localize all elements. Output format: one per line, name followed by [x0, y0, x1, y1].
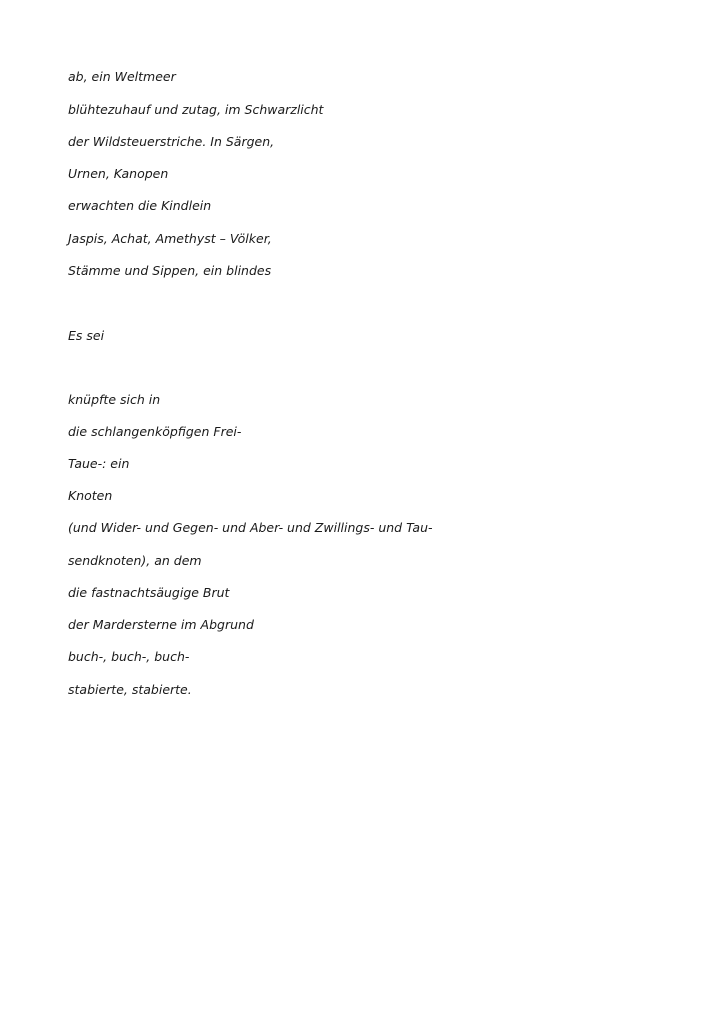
poem-line: Knoten	[68, 488, 113, 503]
poem-line: sendknoten), an dem	[68, 553, 202, 568]
poem-line: Es sei	[68, 328, 105, 343]
poem-line: ab, ein Weltmeer	[68, 69, 176, 84]
poem-line: erwachten die Kindlein	[68, 198, 212, 213]
poem-line: der Mardersterne im Abgrund	[68, 617, 254, 632]
poem-line: knüpfte sich in	[68, 392, 161, 407]
poem-line: Jaspis, Achat, Amethyst – Völker,	[68, 231, 272, 246]
poem-line: Taue-: ein	[68, 456, 130, 471]
poem-line: der Wildsteuerstriche. In Särgen,	[68, 134, 275, 149]
poem-line: (und Wider- und Gegen- und Aber- und Zwillings- und Tau-	[68, 520, 433, 535]
poem-line: blühtezuhauf und zutag, im Schwarzlicht	[68, 102, 324, 117]
poem-line: buch-, buch-, buch-	[68, 649, 190, 664]
poem-line: stabierte, stabierte.	[68, 682, 192, 697]
poem-line: die fastnachtsäugige Brut	[68, 585, 230, 600]
poem-line: Urnen, Kanopen	[68, 166, 169, 181]
poem-line: die schlangenköpfigen Frei-	[68, 424, 242, 439]
poem-line: Stämme und Sippen, ein blindes	[68, 263, 272, 278]
